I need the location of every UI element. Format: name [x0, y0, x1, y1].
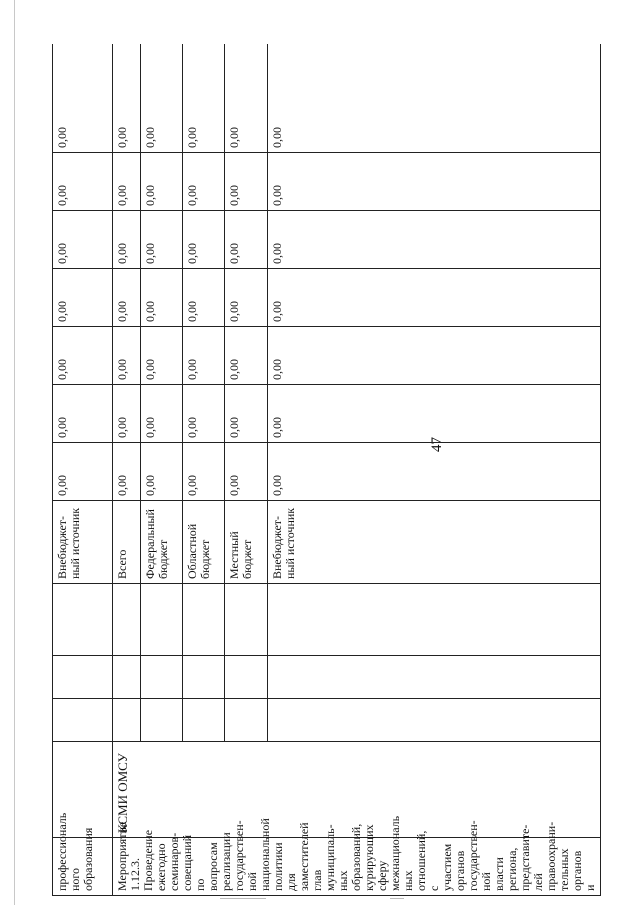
scan-mark: [220, 898, 266, 899]
source-cell: Местный бюджет: [224, 501, 268, 584]
value-cell: 0,00: [224, 44, 268, 153]
value-cell: 0,00: [182, 327, 224, 385]
value-cell: 0,00: [141, 385, 183, 443]
source-cell: Областной бюджет: [182, 501, 224, 584]
value-cell: 0,00: [53, 211, 113, 269]
blank-cell: [268, 584, 601, 656]
value-cell: 0,00: [53, 443, 113, 501]
value-cell: 0,00: [113, 443, 141, 501]
value-cell: 0,00: [141, 327, 183, 385]
value-cell: 0,00: [113, 211, 141, 269]
value-cell: 0,00: [53, 385, 113, 443]
value-cell: 0,00: [141, 269, 183, 327]
rotated-table-area: [52, 44, 620, 896]
table-row: [53, 44, 113, 896]
value-cell: 0,00: [268, 44, 601, 153]
blank-cell: [224, 584, 268, 656]
value-cell: 0,00: [53, 269, 113, 327]
blank-cell: [113, 699, 141, 742]
event-cell: Мероприятие 1.12.3. Проведение ежегодно семинаров-совещаний по вопросам реализации государствен-ной национальной политики для заместителей глав муниципаль-ных образований, курирующих сферу межнациональ ных отношений, с участием органов государствен-ной власти региона, представите-лей правоохрани-тельных органов и: [113, 838, 601, 896]
event-cell: профессиональ ного образования: [53, 838, 113, 896]
table-row: [113, 44, 141, 896]
value-cell: 0,00: [141, 443, 183, 501]
value-cell: 0,00: [141, 211, 183, 269]
value-cell: 0,00: [182, 443, 224, 501]
source-cell: Федеральный бюджет: [141, 501, 183, 584]
blank-cell: [53, 699, 113, 742]
value-cell: 0,00: [268, 269, 601, 327]
blank-cell: [182, 584, 224, 656]
value-cell: 0,00: [182, 211, 224, 269]
value-cell: 0,00: [224, 443, 268, 501]
value-cell: 0,00: [53, 44, 113, 153]
page-number: 47: [429, 437, 445, 452]
value-cell: 0,00: [224, 211, 268, 269]
value-cell: 0,00: [182, 385, 224, 443]
table-rotated-container: [52, 44, 620, 896]
blank-cell: [182, 699, 224, 742]
value-cell: 0,00: [224, 385, 268, 443]
budget-table: [52, 44, 601, 896]
source-cell: Внебюджет-ный источник: [53, 501, 113, 584]
value-cell: 0,00: [182, 269, 224, 327]
value-cell: 0,00: [224, 153, 268, 211]
value-cell: 0,00: [268, 385, 601, 443]
blank-cell: [53, 584, 113, 656]
value-cell: 0,00: [224, 327, 268, 385]
value-cell: 0,00: [141, 44, 183, 153]
value-cell: 0,00: [182, 44, 224, 153]
value-cell: 0,00: [113, 327, 141, 385]
value-cell: 0,00: [268, 443, 601, 501]
executor-cell: КСМИ ОМСУ: [113, 742, 601, 838]
value-cell: 0,00: [268, 211, 601, 269]
blank-cell: [113, 584, 141, 656]
value-cell: 0,00: [113, 269, 141, 327]
page-edge: [14, 0, 15, 905]
blank-cell: [141, 656, 183, 699]
blank-cell: [268, 656, 601, 699]
source-cell: Внебюджет-ный источник: [268, 501, 601, 584]
scan-mark: [390, 898, 404, 899]
value-cell: 0,00: [53, 327, 113, 385]
value-cell: 0,00: [224, 269, 268, 327]
blank-cell: [113, 656, 141, 699]
blank-cell: [268, 699, 601, 742]
value-cell: 0,00: [113, 44, 141, 153]
value-cell: 0,00: [53, 153, 113, 211]
value-cell: 0,00: [113, 385, 141, 443]
blank-cell: [224, 656, 268, 699]
blank-cell: [141, 584, 183, 656]
blank-cell: [53, 656, 113, 699]
value-cell: 0,00: [182, 153, 224, 211]
value-cell: 0,00: [268, 153, 601, 211]
blank-cell: [141, 699, 183, 742]
blank-cell: [182, 656, 224, 699]
source-cell: Всего: [113, 501, 141, 584]
value-cell: 0,00: [268, 327, 601, 385]
value-cell: 0,00: [141, 153, 183, 211]
blank-cell: [224, 699, 268, 742]
value-cell: 0,00: [113, 153, 141, 211]
